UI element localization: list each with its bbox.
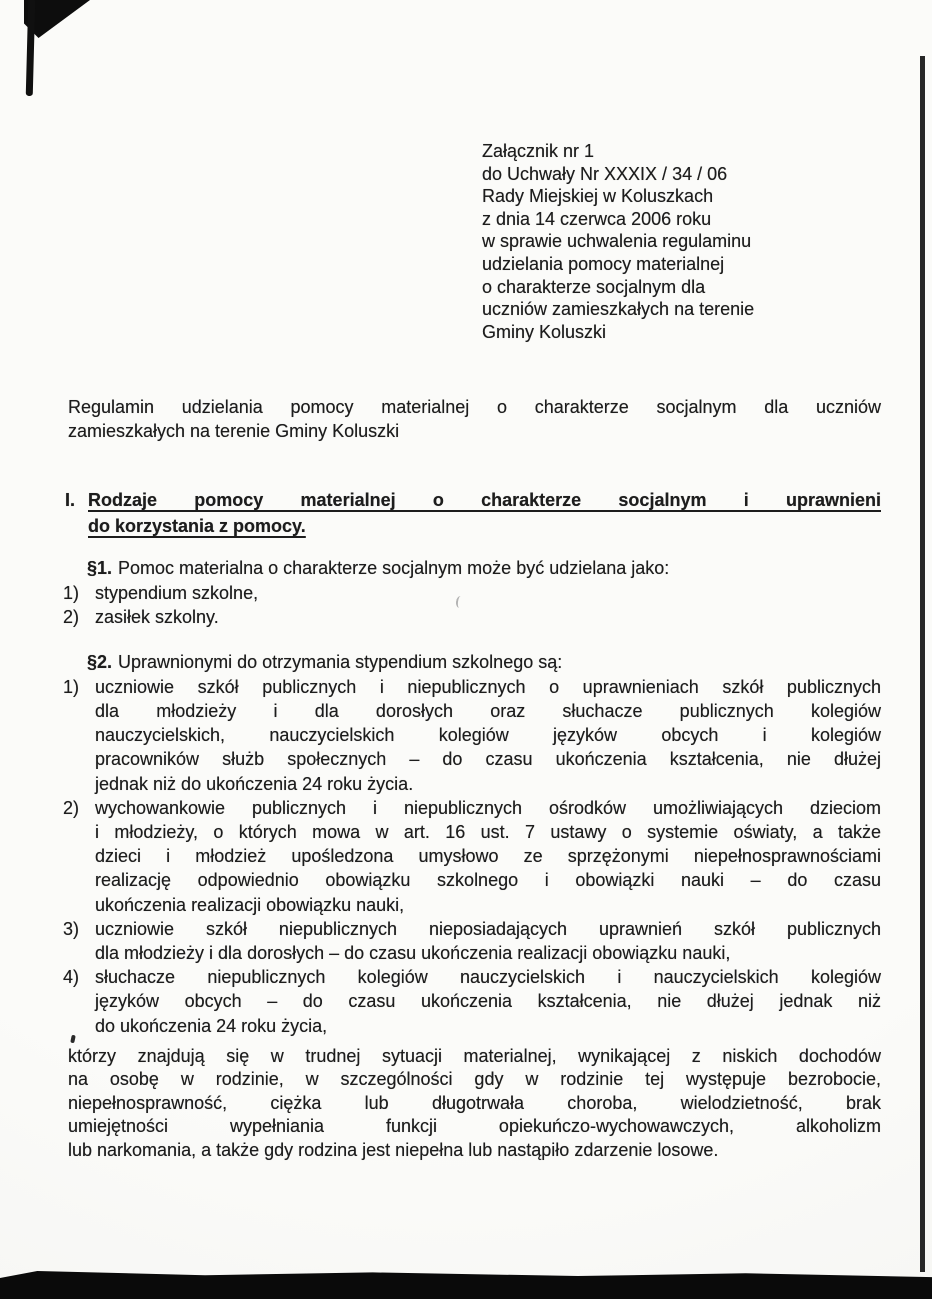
list-item-number: 1) [63, 676, 80, 697]
list-item [63, 796, 881, 917]
header-line: do Uchwały Nr XXXIX / 34 / 06 [482, 163, 728, 184]
list-item-line: nauczycielskich, nauczycielskich kolegiów języków obcych i kolegiów [95, 725, 881, 746]
attachment-header [482, 140, 754, 343]
list-item-line: uczniowie szkół publicznych i niepublicznych o uprawnieniach szkół publicznych [95, 676, 881, 697]
scan-left-edge-artifact [26, 0, 36, 96]
section-heading-line: Rodzaje pomocy materialnej o charakterze socjalnym i uprawnieni [88, 490, 881, 510]
paragraph-2-label: §2. [87, 652, 113, 672]
list-item [63, 917, 881, 965]
list-item-number: 4) [63, 967, 80, 988]
list-item-number: 3) [63, 918, 80, 939]
paragraph-1-intro [87, 556, 881, 581]
scan-bottom-edge-artifact [0, 1271, 932, 1299]
paragraph-2-text: Uprawnionymi do otrzymania stypendium szkolnego są: [118, 652, 563, 672]
closing-line: niepełnosprawność, ciężka lub długotrwała choroba, wielodzietność, brak [68, 1092, 881, 1113]
list-item-line: dla młodzieży i dla dorosłych oraz słuchacze publicznych kolegiów [95, 700, 881, 721]
list-item-line: dzieci i młodzież upośledzona umysłowo ze sprzężonymi niepełnosprawnościami [95, 846, 881, 867]
list-item-line: i młodzieży, o których mowa w art. 16 ust. 7 ustawy o systemie oświaty, a także [95, 821, 881, 842]
header-line: udzielania pomocy materialnej [482, 253, 725, 274]
header-line: Załącznik nr 1 [482, 141, 595, 161]
header-line: Gminy Koluszki [482, 321, 607, 342]
list-item-line: uczniowie szkół niepublicznych nieposiadających uprawnień szkół publicznych [95, 918, 881, 939]
closing-line: umiejętności wypełniania funkcji opiekuńczo-wychowawczych, alkoholizm [68, 1116, 881, 1137]
list-item-line: do ukończenia 24 roku życia, [95, 1015, 328, 1036]
document-title-paragraph [68, 396, 881, 443]
list-item [63, 581, 881, 606]
closing-line: na osobę w rodzinie, w szczególności gdy w rodzinie tej występuje bezrobocie, [68, 1069, 881, 1090]
header-line: o charakterze socjalnym dla [482, 276, 706, 297]
list-item-line: wychowankowie publicznych i niepublicznych ośrodków umożliwiających dzieciom [95, 797, 881, 818]
header-line: z dnia 14 czerwca 2006 roku [482, 208, 712, 229]
closing-line: którzy znajdują się w trudnej sytuacji materialnej, wynikającej z niskich dochodów [68, 1046, 881, 1066]
list-item-line: dla młodzieży i dla dorosłych – do czasu ukończenia realizacji obowiązku nauki, [95, 942, 731, 963]
paragraph-2-intro [87, 650, 881, 675]
list-item-line: pracowników służb społecznych – do czasu ukończenia kształcenia, nie dłużej [95, 749, 881, 770]
list-item [63, 965, 881, 1038]
list-item [63, 605, 881, 630]
scan-right-edge-artifact [920, 56, 925, 1272]
paragraph-1 [63, 556, 881, 630]
list-item-line: zasiłek szkolny. [95, 607, 219, 628]
paragraph-1-text: Pomoc materialna o charakterze socjalnym może być udzielana jako: [118, 558, 670, 578]
list-item-line: stypendium szkolne, [95, 582, 259, 603]
section-heading-line: do korzystania z pomocy. [88, 516, 306, 536]
title-line: Regulamin udzielania pomocy materialnej o charakterze socjalnym dla uczniów [68, 397, 881, 417]
list-item-number: 2) [63, 607, 80, 628]
paragraph-1-label: §1. [87, 558, 113, 578]
section-number: I. [65, 490, 76, 510]
header-line: Rady Miejskiej w Koluszkach [482, 186, 714, 207]
list-item-line: języków obcych – do czasu ukończenia kształcenia, nie dłużej jednak niż [95, 991, 881, 1012]
list-item-number: 2) [63, 797, 80, 818]
paragraph-1-list [63, 581, 881, 630]
list-item-number: 1) [63, 582, 80, 603]
list-item-line: jednak niż do ukończenia 24 roku życia. [95, 773, 414, 794]
list-item [63, 675, 881, 796]
header-line: uczniów zamieszkałych na terenie [482, 299, 755, 320]
paragraph-2-list [63, 675, 881, 1038]
list-item-line: realizację odpowiednio obowiązku szkolnego i obowiązki nauki – do czasu [95, 870, 881, 891]
title-line: zamieszkałych na terenie Gminy Koluszki [68, 420, 400, 441]
closing-paragraph [68, 1045, 881, 1162]
header-line: w sprawie uchwalenia regulaminu [482, 231, 752, 252]
paragraph-2 [63, 650, 881, 1038]
section-heading [65, 487, 881, 539]
list-item-line: ukończenia realizacji obowiązku nauki, [95, 894, 405, 915]
list-item-line: słuchacze niepublicznych kolegiów nauczycielskich i nauczycielskich kolegiów [95, 967, 881, 988]
closing-line: lub narkomania, a także gdy rodzina jest niepełna lub nastąpiło zdarzenie losowe. [68, 1139, 719, 1160]
